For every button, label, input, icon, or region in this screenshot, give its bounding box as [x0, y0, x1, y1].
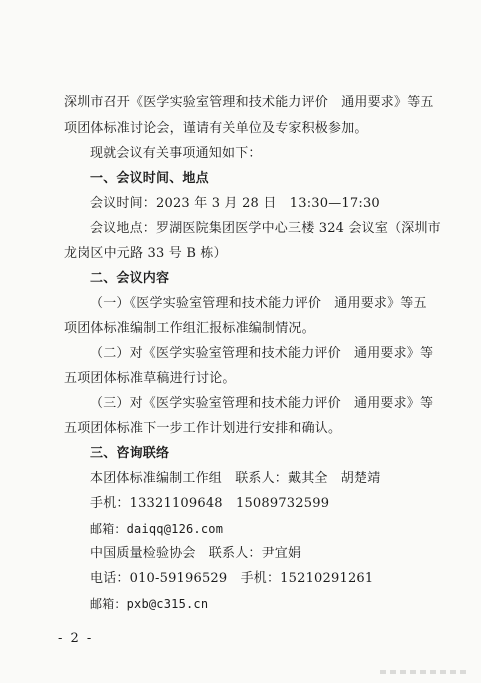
content-item-1-line-1: （一）《医学实验室管理和技术能力评价 通用要求》等五 — [90, 296, 427, 311]
scan-mark — [380, 670, 470, 674]
contact-group-1: 本团体标准编制工作组 联系人：戴其全 胡楚靖 — [90, 471, 381, 486]
intro-line-2: 项团体标准讨论会，谨请有关单位及专家积极参加。 — [64, 121, 368, 136]
meeting-time: 会议时间：2023 年 3 月 28 日 13:30—17:30 — [90, 196, 380, 211]
content-item-3-line-1: （三）对《医学实验室管理和技术能力评价 通用要求》等 — [90, 396, 434, 411]
section-heading-content: 二、会议内容 — [90, 271, 170, 286]
content-item-1-line-2: 项团体标准编制工作组汇报标准编制情况。 — [64, 321, 315, 336]
contact-email-1: 邮箱：daiqq@126.com — [90, 522, 224, 536]
content-item-3-line-2: 五项团体标准下一步工作计划进行安排和确认。 — [64, 421, 342, 436]
section-heading-contact: 三、咨询联络 — [90, 446, 170, 461]
contact-group-2: 中国质量检验协会 联系人：尹宜娟 — [90, 546, 302, 561]
page-number: - 2 - — [58, 631, 94, 646]
contact-email-2: 邮箱：pxb@c315.cn — [90, 597, 209, 611]
content-item-2-line-2: 五项团体标准草稿进行讨论。 — [64, 371, 236, 386]
intro-line-1: 深圳市召开《医学实验室管理和技术能力评价 通用要求》等五 — [64, 95, 434, 110]
meeting-place-line-1: 会议地点：罗湖医院集团医学中心三楼 324 会议室（深圳市 — [90, 221, 441, 236]
notice-line: 现就会议有关事项通知如下： — [90, 146, 262, 161]
contact-phone-2: 电话：010-59196529 手机：15210291261 — [90, 571, 374, 586]
content-item-2-line-1: （二）对《医学实验室管理和技术能力评价 通用要求》等 — [90, 346, 434, 361]
meeting-place-line-2: 龙岗区中元路 33 号 B 栋） — [64, 246, 227, 261]
contact-mobile-1: 手机：13321109648 15089732599 — [90, 496, 330, 511]
section-heading-time-place: 一、会议时间、地点 — [90, 171, 209, 186]
